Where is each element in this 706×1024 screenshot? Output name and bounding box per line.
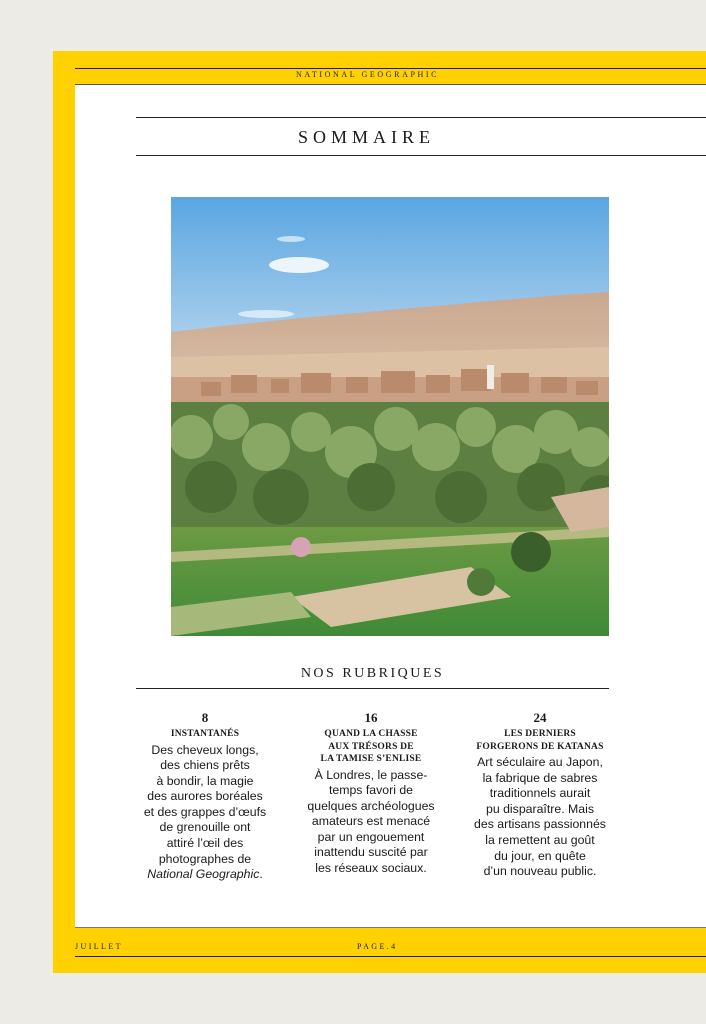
footer-month: JUILLET xyxy=(75,942,123,951)
rubrique-heading: QUAND LA CHASSE AUX TRÉSORS DE LA TAMISE S’ENLISE xyxy=(320,729,422,764)
title-top-rule xyxy=(136,117,706,118)
masthead-brand: NATIONAL GEOGRAPHIC xyxy=(296,70,440,79)
footer-top-rule xyxy=(75,927,706,928)
title-bottom-rule xyxy=(136,155,706,156)
rubrique-body-end: . xyxy=(259,867,263,882)
rubrique-body: À Londres, le passe- temps favori de quelques archéologues amateurs est menacé par un engouement inattendu suscité par les réseaux sociaux. xyxy=(307,767,435,876)
page-number: 24 xyxy=(533,710,547,725)
rubrique-body xyxy=(130,743,280,883)
rubrique-body: Art séculaire au Japon, la fabrique de sabres traditionnels aurait pu disparaître. Mais des artisans passionnés la remettent au goût du jour, en quête d’un nouveau public. xyxy=(474,755,606,879)
page-title-text: SOMMAIRE xyxy=(298,127,436,147)
section-title: NOS RUBRIQUES xyxy=(300,666,445,681)
rubrique-column-3 xyxy=(465,710,615,880)
rubrique-heading: INSTANTANÉS xyxy=(170,729,240,739)
masthead-bottom-rule xyxy=(75,84,706,85)
footer-bottom-rule xyxy=(75,956,706,957)
oasis-photo xyxy=(171,197,609,636)
oasis-landscape-image xyxy=(171,197,609,636)
footer-page: PAGE.4 xyxy=(357,942,398,951)
section-rule xyxy=(136,688,609,689)
rubrique-body-text: Des cheveux longs, des chiens prêts à bondir, la magie des aurores boréales et des grappes d’œufs de grenouille ont attiré l’œil des photographes de xyxy=(143,742,267,866)
page-number: 8 xyxy=(201,710,209,725)
rubrique-body-italic: National Geographic xyxy=(147,867,260,882)
rubrique-column-2 xyxy=(296,710,446,877)
rubrique-column-1 xyxy=(130,710,280,883)
page-number: 16 xyxy=(364,710,378,725)
rubrique-heading: LES DERNIERS FORGERONS DE KATANAS xyxy=(476,729,604,752)
masthead-top-rule xyxy=(75,68,706,69)
